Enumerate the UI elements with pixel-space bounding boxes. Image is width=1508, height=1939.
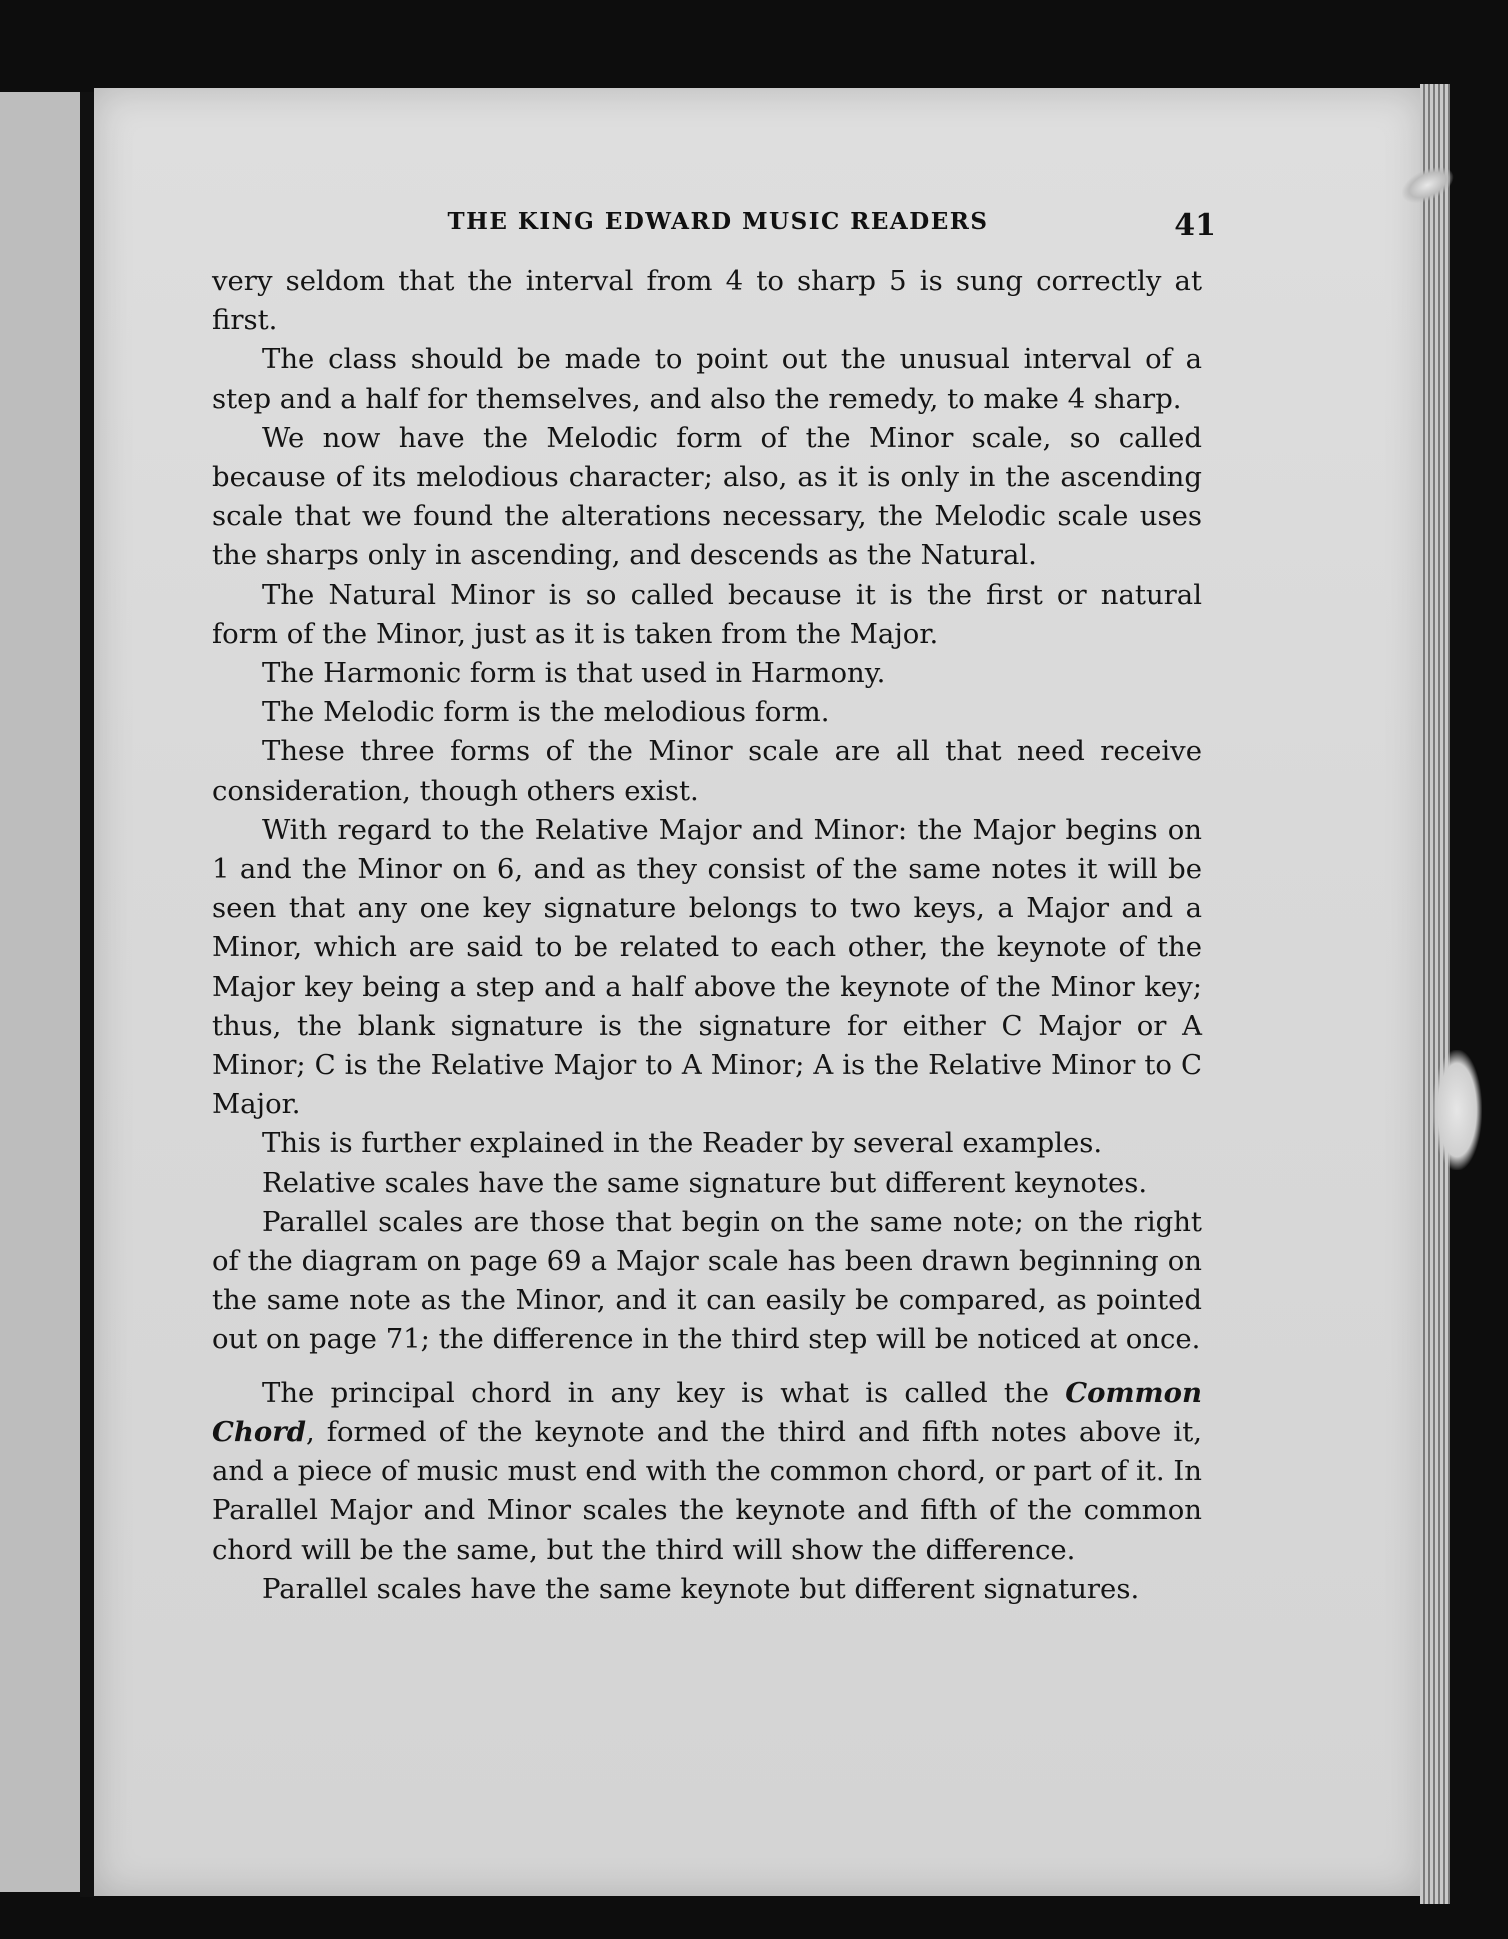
paragraph: With regard to the Relative Major and Minor: the Major begins on 1 and the Minor on 6, and as they consist of the same notes it will be seen that any one key signature belongs to two keys, a Major and a Minor, which are said to be related to each other, the keynote of the Major key being a step and a half above the keynote of the Minor key; thus, the blank signature is the signature for either C Major or A Minor; C is the Relative Major to A Minor; A is the Relative Minor to C Major. (212, 813, 1202, 1121)
page-body (212, 262, 1202, 1609)
book-gutter (80, 92, 94, 1897)
paragraph: very seldom that the interval from 4 to sharp 5 is sung correctly at first. (212, 265, 1202, 337)
paragraph: These three forms of the Minor scale are all that need receive consideration, though others exist. (212, 735, 1202, 807)
page-edges (1420, 84, 1450, 1904)
thumb-artifact (1432, 1050, 1482, 1170)
paragraph: The class should be made to point out the unusual interval of a step and a half for themselves, and also the remedy, to make 4 sharp. (212, 343, 1202, 415)
left-page-margin (0, 92, 86, 1892)
paragraph-text: , formed of the keynote and the third and fifth notes above it, and a piece of music must end with the common chord, or part of it. In Parallel Major and Minor scales the keynote and fifth of the common chord will be the same, but the third will show the difference. (212, 1415, 1202, 1566)
paragraph: Parallel scales have the same keynote but different signatures. (262, 1572, 1140, 1605)
right-scan-border (1450, 84, 1508, 1939)
running-title: THE KING EDWARD MUSIC READERS (447, 208, 989, 235)
paragraph: Parallel scales are those that begin on the same note; on the right of the diagram on page 69 a Major scale has been drawn beginning on the same note as the Minor, and it can easily be compared, as pointed out on page 71; the difference in the third step will be noticed at once. (212, 1205, 1202, 1356)
page-number: 41 (1174, 208, 1216, 243)
page-header (216, 208, 1216, 248)
emphasized-term: Common Chord (212, 1376, 1202, 1448)
paragraph-text: The principal chord in any key is what is called the (262, 1376, 1066, 1409)
paragraph: This is further explained in the Reader by several examples. (262, 1127, 1103, 1160)
paragraph: Relative scales have the same signature but different keynotes. (262, 1166, 1148, 1199)
paragraph: The Melodic form is the melodious form. (262, 696, 830, 729)
paragraph: The Natural Minor is so called because it is the first or natural form of the Minor, just as it is taken from the Major. (212, 578, 1202, 650)
paragraph: We now have the Melodic form of the Minor scale, so called because of its melodious character; also, as it is only in the ascending scale that we found the alterations necessary, the Melodic scale uses the sharps only in ascending, and descends as the Natural. (212, 421, 1202, 572)
common-chord-paragraph (212, 1374, 1202, 1570)
paragraph: The Harmonic form is that used in Harmony. (262, 657, 886, 690)
